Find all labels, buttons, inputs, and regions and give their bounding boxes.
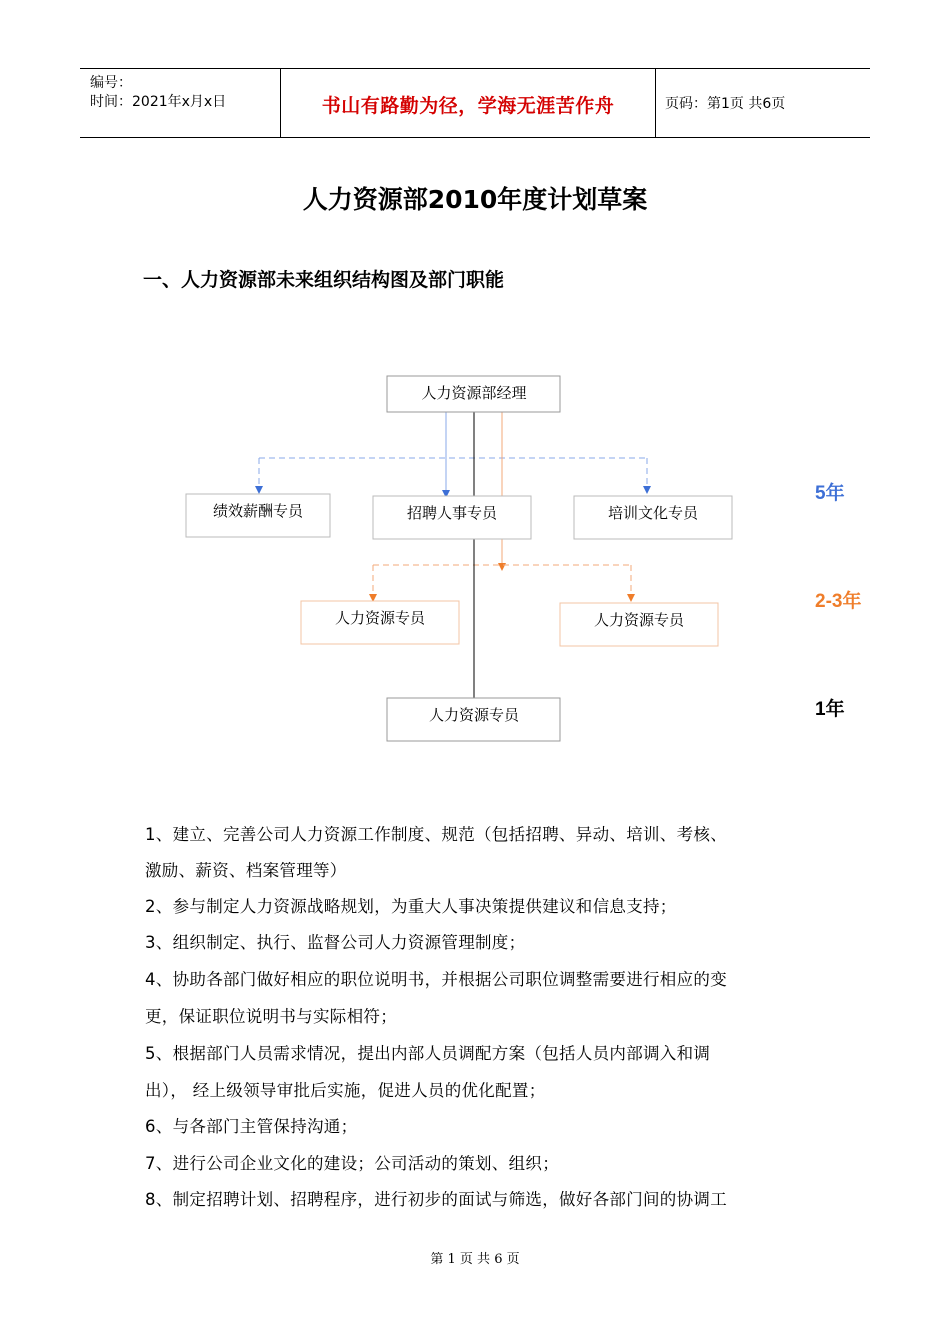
year-label-1: 1年 <box>815 699 845 720</box>
org-box-hr-specialist-left-label: 人力资源专员 <box>334 609 426 627</box>
header-right-cell <box>655 69 870 137</box>
org-chart <box>0 360 950 760</box>
duty-line: 出）， 经上级领导审批后实施，促进人员的优化配置； <box>145 1081 546 1100</box>
org-box-training <box>574 496 732 539</box>
org-box-training-label: 培训文化专员 <box>607 504 699 522</box>
page-info: 页码：第1页 共6页 <box>665 96 786 112</box>
manager-box-label: 人力资源部经理 <box>421 384 527 402</box>
duty-line: 7、进行公司企业文化的建设；公司活动的策划、组织； <box>145 1154 559 1173</box>
duty-line: 1、建立、完善公司人力资源工作制度、规范（包括招聘、异动、培训、考核、 <box>145 825 727 844</box>
duty-line: 3、组织制定、执行、监督公司人力资源管理制度； <box>145 933 526 952</box>
org-box-hr-specialist-right <box>560 603 718 646</box>
duty-line: 激励、薪资、档案管理等） <box>145 861 347 880</box>
connector-5yr <box>259 412 647 494</box>
number-label: 编号： <box>90 75 132 91</box>
org-box-hr-specialist-bottom-label: 人力资源专员 <box>428 706 520 724</box>
header-table <box>80 68 870 138</box>
org-box-performance-label: 绩效薪酬专员 <box>212 502 304 520</box>
header-left-cell <box>80 69 280 137</box>
document-title: 人力资源部2010年度计划草案 <box>302 185 648 214</box>
duty-line: 5、根据部门人员需求情况，提出内部人员调配方案（包括人员内部调入和调 <box>145 1044 711 1063</box>
duty-line: 6、与各部门主管保持沟通； <box>145 1117 358 1136</box>
page-footer: 第 1 页 共 6 页 <box>430 1252 520 1267</box>
section-heading: 一、人力资源部未来组织结构图及部门职能 <box>143 269 505 291</box>
duty-line: 2、参与制定人力资源战略规划，为重大人事决策提供建议和信息支持； <box>145 897 677 916</box>
duty-line: 8、制定招聘计划、招聘程序，进行初步的面试与筛选，做好各部门间的协调工 <box>145 1190 727 1209</box>
duty-line: 更，保证职位说明书与实际相符； <box>145 1007 397 1026</box>
duty-line: 4、协助各部门做好相应的职位说明书，并根据公司职位调整需要进行相应的变 <box>145 970 727 989</box>
org-box-performance <box>186 494 330 537</box>
year-label-5: 5年 <box>815 483 845 504</box>
org-box-hr-specialist-right-label: 人力资源专员 <box>593 611 685 629</box>
time-label: 时间：2021年x月x日 <box>90 94 227 110</box>
org-box-hr-specialist-left <box>301 601 459 644</box>
header-motto-cell <box>280 69 656 137</box>
org-box-recruiting <box>373 496 531 539</box>
manager-box <box>387 376 560 412</box>
org-box-hr-specialist-bottom <box>387 698 560 741</box>
year-label-23: 2-3年 <box>815 591 862 612</box>
org-box-recruiting-label: 招聘人事专员 <box>406 504 498 522</box>
motto: 书山有路勤为径，学海无涯苦作舟 <box>321 95 615 117</box>
